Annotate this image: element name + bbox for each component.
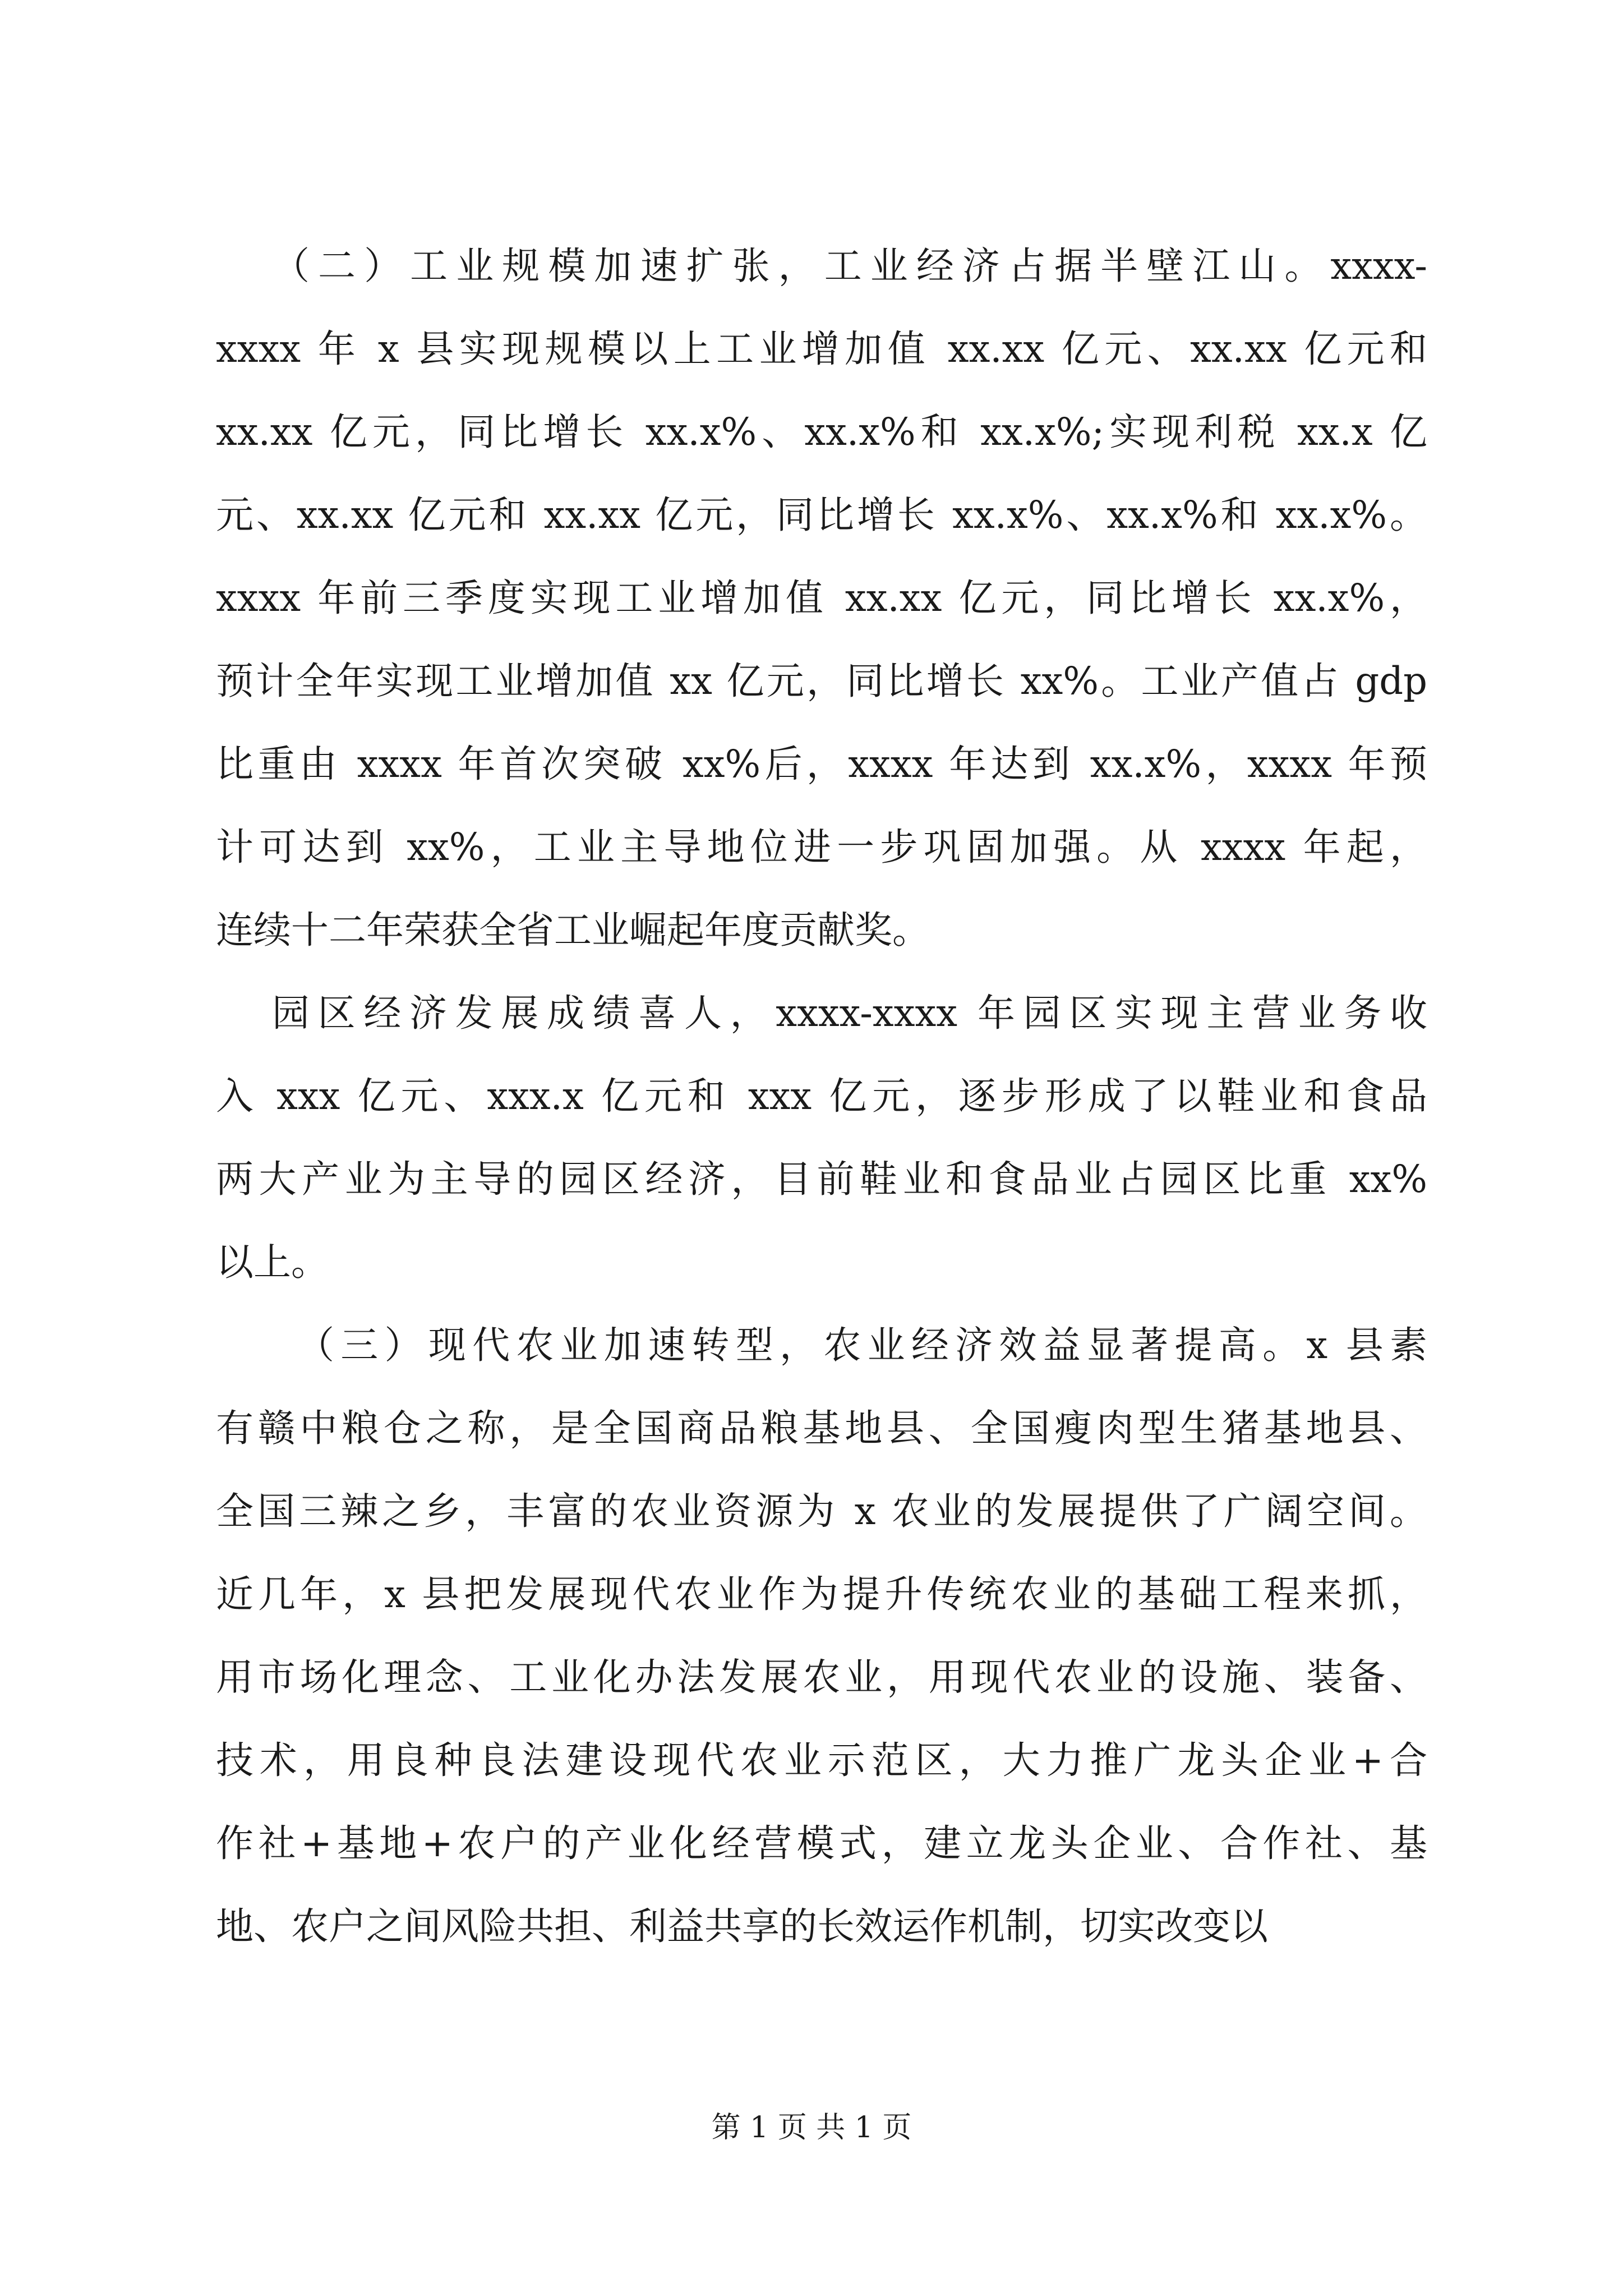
paragraph-line: 作社+基地+农户的产业化经营模式，建立龙头企业、合作社、基 xyxy=(216,1821,1427,1865)
paragraph-line: xxxx 年前三季度实现工业增加值 xx.xx 亿元，同比增长 xx.x%， xyxy=(216,576,1427,620)
paragraph xyxy=(216,1304,1427,1968)
paragraph-line: xxxx 年 x 县实现规模以上工业增加值 xx.xx 亿元、xx.xx 亿元和 xyxy=(216,327,1427,371)
document-body xyxy=(216,224,1427,1968)
paragraph-line: 用市场化理念、工业化办法发展农业，用现代农业的设施、装备、 xyxy=(216,1655,1427,1699)
paragraph-line: 园区经济发展成绩喜人，xxxx-xxxx 年园区实现主营业务收 xyxy=(272,991,1427,1035)
paragraph-line: （三）现代农业加速转型，农业经济效益显著提高。x 县素 xyxy=(297,1323,1427,1367)
paragraph-line: 预计全年实现工业增加值 xx 亿元，同比增长 xx%。工业产值占 gdp xyxy=(216,659,1427,703)
paragraph-line: 元、xx.xx 亿元和 xx.xx 亿元，同比增长 xx.x%、xx.x%和 xx.x%。 xyxy=(216,493,1427,537)
paragraph-line: 近几年，x 县把发展现代农业作为提升传统农业的基础工程来抓， xyxy=(216,1572,1427,1616)
paragraph-line: 连续十二年荣获全省工业崛起年度贡献奖。 xyxy=(216,908,930,952)
paragraph-line: 两大产业为主导的园区经济，目前鞋业和食品业占园区比重 xx% xyxy=(216,1157,1427,1201)
paragraph-line: 比重由 xxxx 年首次突破 xx%后，xxxx 年达到 xx.x%，xxxx 年预 xyxy=(216,742,1427,786)
paragraph xyxy=(216,224,1427,972)
paragraph-line: 以上。 xyxy=(216,1240,329,1284)
paragraph-line: 全国三辣之乡，丰富的农业资源为 x 农业的发展提供了广阔空间。 xyxy=(216,1489,1427,1533)
page-footer: 第 1 页 共 1 页 xyxy=(711,2111,912,2145)
paragraph-line: xx.xx 亿元，同比增长 xx.x%、xx.x%和 xx.x%;实现利税 xx.x 亿 xyxy=(216,410,1427,454)
paragraph-line: （二）工业规模加速扩张，工业经济占据半壁江山。xxxx- xyxy=(272,244,1427,288)
paragraph-line: 技术，用良种良法建设现代农业示范区，大力推广龙头企业+合 xyxy=(216,1738,1427,1782)
paragraph-line: 有赣中粮仓之称，是全国商品粮基地县、全国瘦肉型生猪基地县、 xyxy=(216,1406,1427,1450)
paragraph-line: 地、农户之间风险共担、利益共享的长效运作机制，切实改变以 xyxy=(216,1904,1268,1948)
paragraph xyxy=(216,972,1427,1304)
paragraph-line: 计可达到 xx%，工业主导地位进一步巩固加强。从 xxxx 年起， xyxy=(216,825,1427,869)
paragraph-line: 入 xxx 亿元、xxx.x 亿元和 xxx 亿元，逐步形成了以鞋业和食品 xyxy=(216,1074,1427,1118)
